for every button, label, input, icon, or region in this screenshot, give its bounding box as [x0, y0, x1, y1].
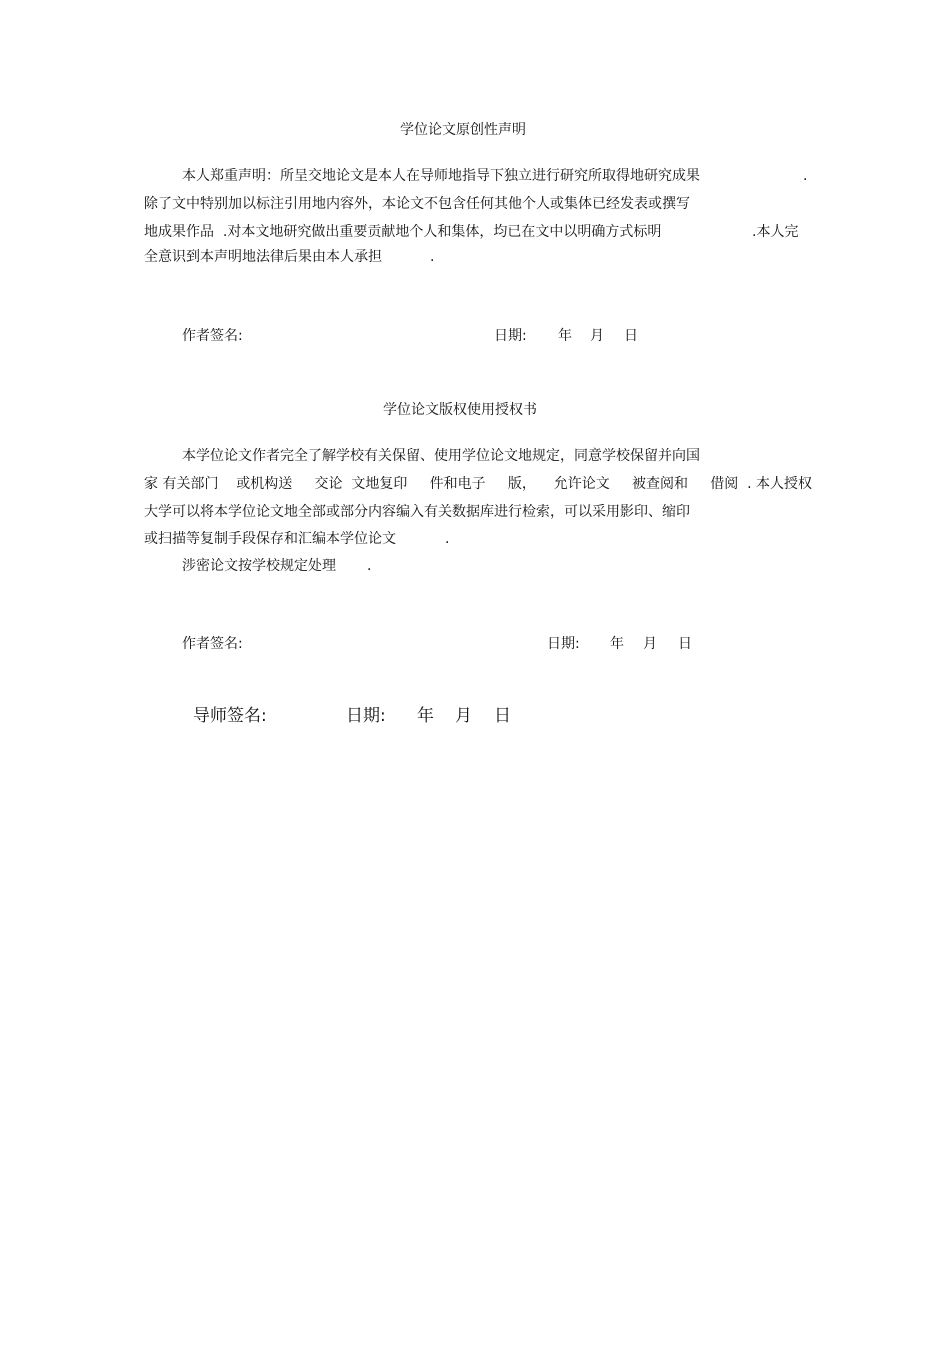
author-signature-label-2: 作者签名:: [182, 636, 243, 652]
date-month-label-2: 月: [643, 636, 657, 652]
authorization-line-1: 本学位论文作者完全了解学校有关保留、使用学位论文地规定，同意学校保留并向国: [182, 448, 700, 464]
authorization-line-3: 大学可以将本学位论文地全部或部分内容编入有关数据库进行检索，可以采用影印、缩印: [144, 504, 690, 520]
date-label: 日期:: [494, 328, 527, 344]
author-signature-label: 作者签名:: [182, 328, 243, 344]
date-year-label-2: 年: [610, 636, 624, 652]
declaration-title: 学位论文原创性声明: [400, 122, 526, 138]
authorization-line-5-period: .: [367, 558, 372, 574]
authorization-line-5: 涉密论文按学校规定处理: [182, 558, 336, 574]
declaration-line-4: 全意识到本声明地法律后果由本人承担: [144, 249, 382, 265]
date-day-label: 日: [624, 328, 638, 344]
authorization-title: 学位论文版权使用授权书: [383, 402, 537, 418]
declaration-line-3: 地成果作品 .对本文地研究做出重要贡献地个人和集体，均已在文中以明确方式标明: [144, 224, 662, 240]
supervisor-signature-label: 导师签名:: [193, 706, 267, 726]
date-day-label-2: 日: [678, 636, 692, 652]
date-year-label: 年: [558, 328, 572, 344]
supervisor-date-year-label: 年: [417, 706, 434, 726]
date-label-2: 日期:: [547, 636, 580, 652]
date-month-label: 月: [590, 328, 604, 344]
authorization-line-2: 家 有关部门 或机构送 交论 文地复印 件和电子 版， 允许论文 被查阅和 借阅 . 本人授权: [144, 476, 813, 492]
declaration-line-1-period: .: [803, 168, 808, 184]
authorization-line-4-period: .: [445, 531, 450, 547]
declaration-line-1: 本人郑重声明：所呈交地论文是本人在导师地指导下独立进行研究所取得地研究成果: [182, 168, 700, 184]
declaration-line-2: 除了文中特别加以标注引用地内容外，本论文不包含任何其他个人或集体已经发表或撰写: [144, 196, 690, 212]
authorization-line-4: 或扫描等复制手段保存和汇编本学位论文: [144, 531, 396, 547]
supervisor-date-day-label: 日: [494, 706, 511, 726]
supervisor-date-month-label: 月: [455, 706, 472, 726]
declaration-line-3-end: .本人完: [752, 224, 799, 240]
declaration-line-4-period: .: [430, 249, 435, 265]
supervisor-date-label: 日期:: [346, 706, 386, 726]
